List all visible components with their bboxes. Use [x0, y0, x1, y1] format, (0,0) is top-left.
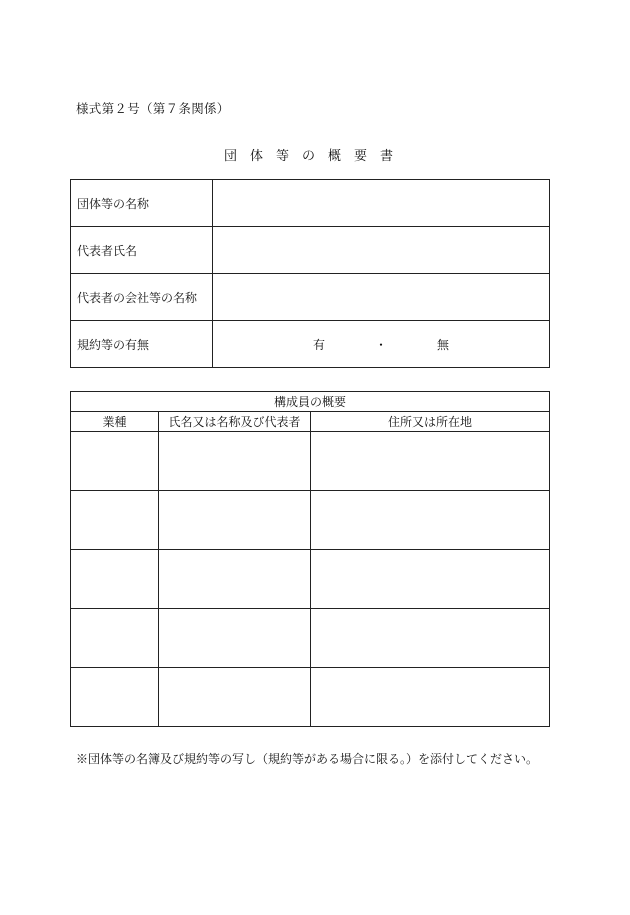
address-cell[interactable]: [311, 668, 550, 727]
name-cell[interactable]: [159, 609, 311, 668]
industry-cell[interactable]: [71, 550, 159, 609]
representative-company-field[interactable]: [213, 274, 550, 321]
table-row: [71, 432, 550, 491]
table-row: [71, 609, 550, 668]
industry-cell[interactable]: [71, 668, 159, 727]
address-cell[interactable]: [311, 432, 550, 491]
members-table-caption: 構成員の概要: [71, 392, 550, 412]
members-header-row: [71, 412, 550, 432]
info-row-bylaws: [71, 321, 550, 368]
attachment-note: ※団体等の名簿及び規約等の写し（規約等がある場合に限る。）を添付してください。: [76, 752, 539, 766]
name-cell[interactable]: [159, 668, 311, 727]
table-row: [71, 550, 550, 609]
column-header-name-representative: 氏名又は名称及び代表者: [159, 412, 311, 432]
info-row-representative-company: [71, 274, 550, 321]
name-cell[interactable]: [159, 432, 311, 491]
organization-name-label: 団体等の名称: [71, 180, 213, 227]
bylaws-option-no[interactable]: 無: [437, 337, 450, 352]
info-row-organization-name: [71, 180, 550, 227]
bylaws-option-separator: ・: [374, 337, 387, 352]
address-cell[interactable]: [311, 491, 550, 550]
bylaws-label: 規約等の有無: [71, 321, 213, 368]
members-table: [70, 391, 550, 727]
table-row: [71, 491, 550, 550]
address-cell[interactable]: [311, 550, 550, 609]
column-header-address: 住所又は所在地: [311, 412, 550, 432]
representative-company-label: 代表者の会社等の名称: [71, 274, 213, 321]
representative-name-label: 代表者氏名: [71, 227, 213, 274]
name-cell[interactable]: [159, 550, 311, 609]
organization-info-table: [70, 179, 550, 368]
industry-cell[interactable]: [71, 491, 159, 550]
industry-cell[interactable]: [71, 432, 159, 491]
name-cell[interactable]: [159, 491, 311, 550]
address-cell[interactable]: [311, 609, 550, 668]
industry-cell[interactable]: [71, 609, 159, 668]
table-row: [71, 668, 550, 727]
form-number: 様式第２号（第７条関係）: [76, 101, 230, 116]
organization-name-field[interactable]: [213, 180, 550, 227]
document-title: 団体等の概要書: [223, 149, 406, 164]
bylaws-options: [213, 336, 549, 353]
column-header-industry: 業種: [71, 412, 159, 432]
members-caption-row: [71, 392, 550, 412]
representative-name-field[interactable]: [213, 227, 550, 274]
bylaws-option-yes[interactable]: 有: [312, 337, 325, 352]
bylaws-choice: [213, 321, 550, 368]
info-row-representative-name: [71, 227, 550, 274]
